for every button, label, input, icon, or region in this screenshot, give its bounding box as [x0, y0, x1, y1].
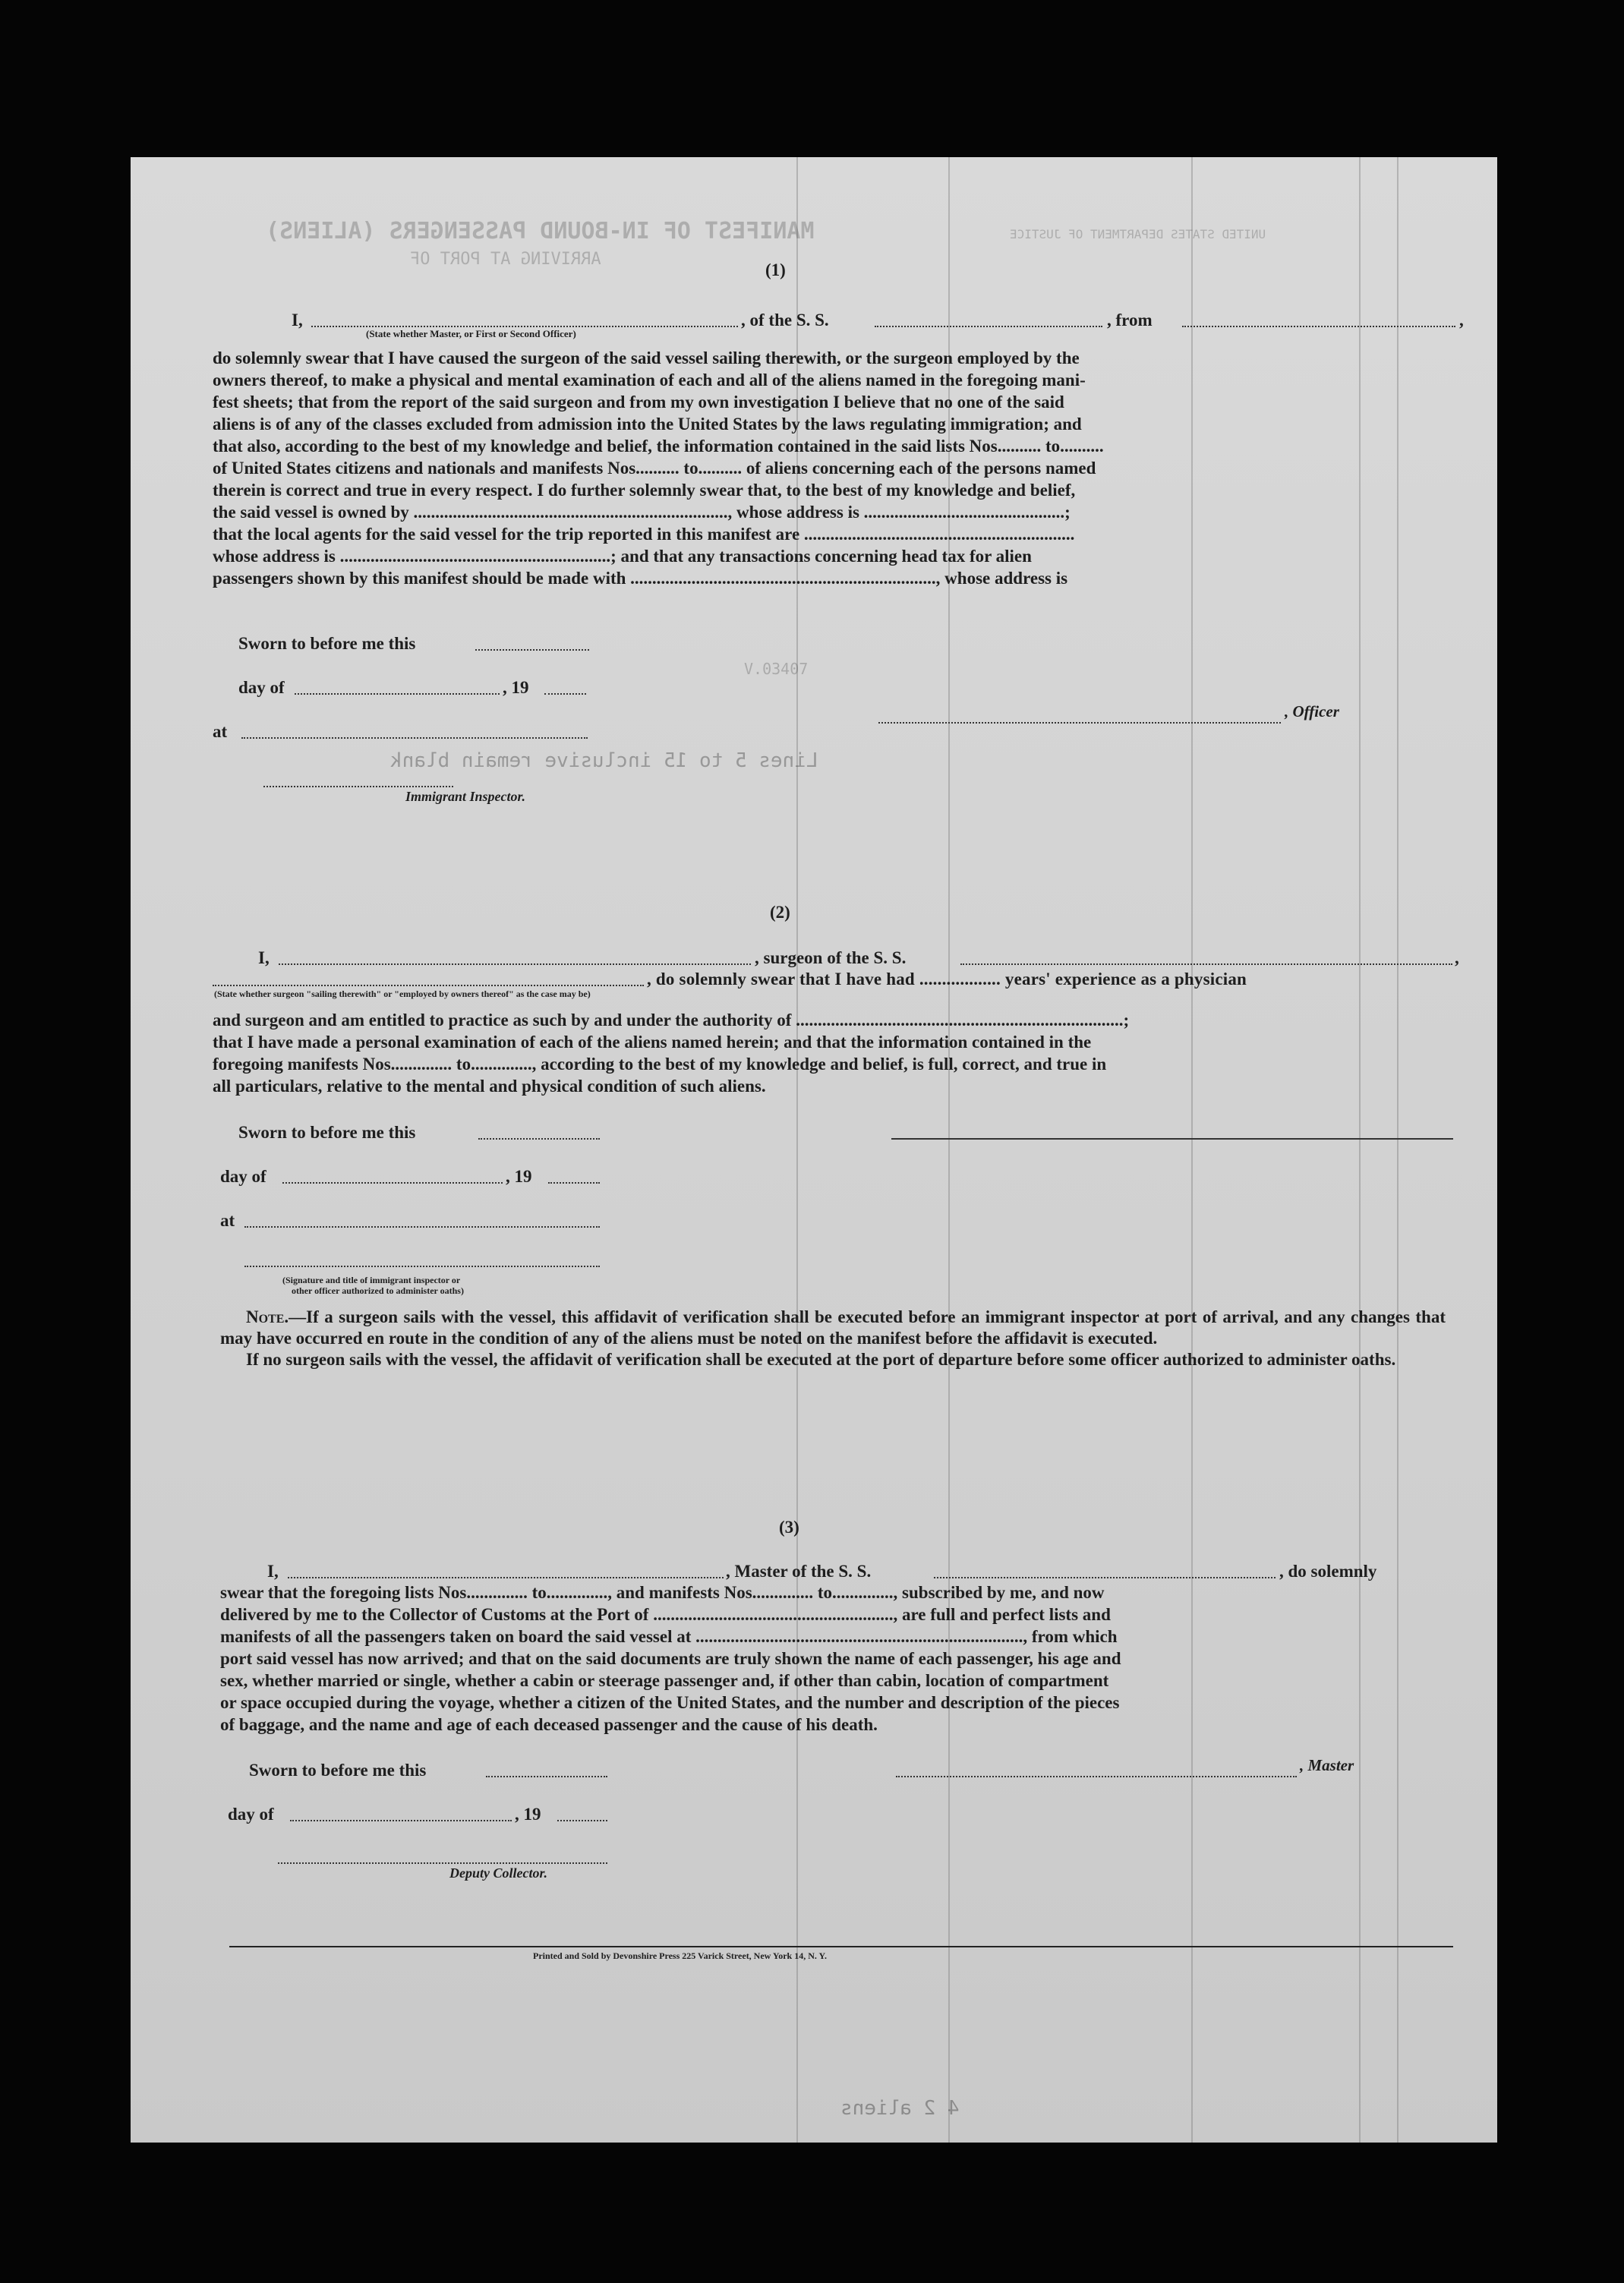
master-label: , Master of the S. S.	[726, 1562, 872, 1581]
year-label: , 19	[503, 678, 529, 697]
oath-line: the said vessel is owned by ........................................................................, whose address is ..............................................;	[213, 503, 1071, 522]
vessel-name-field	[875, 326, 1102, 327]
signature-note: other officer authorized to administer oaths)	[292, 1285, 464, 1296]
note-paragraph	[220, 1307, 1446, 1349]
surgeon-label: , surgeon of the S. S.	[755, 948, 907, 967]
day-of-label: day of	[220, 1167, 266, 1186]
oath-line: port said vessel has now arrived; and that on the said documents are truly shown the name of each passenger, his age and	[220, 1649, 1121, 1668]
master-name-field	[288, 1577, 724, 1578]
day-of-label: day of	[228, 1805, 274, 1824]
day-of-label: day of	[238, 678, 285, 697]
surgeon-hint: (State whether surgeon "sailing therewith" or "employed by owners thereof" as the case may be)	[214, 989, 591, 999]
oath-line: sex, whether married or single, whether a cabin or steerage passenger and, if other than cabin, location of compartment	[220, 1671, 1109, 1690]
sworn-field	[475, 649, 589, 651]
departure-port-field	[1182, 326, 1455, 327]
inspector-signature-line	[263, 786, 453, 787]
at-label: at	[220, 1211, 235, 1230]
surgeon-signature-line	[891, 1138, 1453, 1140]
bleed-through-header: MANIFEST OF IN-BOUND PASSENGERS (ALIENS)	[266, 218, 815, 244]
section-number: (3)	[779, 1518, 799, 1537]
manifest-page	[131, 157, 1497, 2143]
day-field	[282, 1182, 503, 1184]
at-label: at	[213, 722, 228, 741]
note-paragraph: If no surgeon sails with the vessel, the affidavit of verification shall be executed at the port of departure before some officer authorized to administer oaths.	[246, 1350, 1396, 1369]
surgeon-vessel-field	[960, 963, 1452, 965]
affidavit-note	[220, 1307, 1446, 1370]
bleed-through-header: ARRIVING AT PORT OF	[410, 250, 601, 269]
ss-label: , of the S. S.	[741, 311, 829, 330]
year-field	[557, 1820, 607, 1821]
surgeon-oath-body	[213, 1009, 1446, 1097]
sworn-field	[486, 1776, 607, 1777]
oath-line: delivered by me to the Collector of Customs at the Port of ......................................................., are full and perfect lists and	[220, 1605, 1111, 1624]
oath-i: I,	[292, 311, 303, 330]
bleed-through-number: V.03407	[744, 660, 809, 678]
printer-imprint: Printed and Sold by Devonshire Press 225 Varick Street, New York 14, N. Y.	[533, 1950, 828, 1961]
bleed-through-footer: 4 2 aliens	[840, 2097, 960, 2120]
oath-i: I,	[258, 948, 270, 967]
master-vessel-field	[934, 1577, 1276, 1578]
oath-line: that also, according to the best of my knowledge and belief, the information contained in the said lists Nos.......... to..........	[213, 437, 1104, 456]
master-oath-body	[220, 1581, 1446, 1736]
sworn-label: Sworn to before me this	[249, 1761, 427, 1780]
year-label: , 19	[515, 1805, 541, 1824]
oath-line: passengers shown by this manifest should be made with ......................................................................, whose address is	[213, 569, 1068, 588]
signature-note: (Signature and title of immigrant inspector or	[282, 1275, 461, 1285]
oath-line: of baggage, and the name and age of each deceased passenger and the cause of his death.	[220, 1715, 878, 1734]
officer-signature-field	[878, 722, 1281, 724]
oath-line: that the local agents for the said vessel for the trip reported in this manifest are ..............................................................	[213, 525, 1075, 544]
rank-hint: (State whether Master, or First or Second Officer)	[366, 328, 576, 339]
section-number: (1)	[765, 260, 786, 279]
sworn-field	[478, 1138, 600, 1140]
oath-line: foregoing manifests Nos.............. to.............., according to the best of my knowledge and belief, is full, correct, and true in	[213, 1055, 1107, 1074]
line-end: ,	[1455, 948, 1459, 967]
day-field	[295, 693, 500, 695]
at-field	[241, 737, 588, 739]
oath-line: fest sheets; that from the report of the said surgeon and from my own investigation I believe that no one of the said	[213, 393, 1064, 412]
master-signature-label: , Master	[1300, 1756, 1354, 1774]
oath-line: of United States citizens and nationals and manifests Nos.......... to.......... of aliens concerning each of the persons named	[213, 459, 1096, 478]
oath-line: owners thereof, to make a physical and mental examination of each and all of the aliens named in the foregoing mani-	[213, 371, 1086, 389]
bleed-through-stamp: Lines 5 to 15 inclusive remain blank	[390, 749, 818, 772]
oath-line: all particulars, relative to the mental and physical condition of such aliens.	[213, 1077, 766, 1096]
note-text: —If a surgeon sails with the vessel, this affidavit of verification shall be executed before an immigrant inspector at port of arrival, and any changes that may have occurred en route in the condition of any of the aliens must be noted on the manifest before the affidavit is executed.	[220, 1307, 1446, 1348]
oath-line: swear that the foregoing lists Nos.............. to.............., and manifests Nos.............. to.............., subscribed by me, and now	[220, 1583, 1105, 1602]
deputy-signature-line	[278, 1862, 607, 1864]
year-field	[544, 693, 586, 695]
officer-name-field	[311, 326, 738, 327]
oath-line: do solemnly swear that I have caused the surgeon of the said vessel sailing therewith, or the surgeon employed by the	[213, 348, 1080, 367]
oath-line: manifests of all the passengers taken on board the said vessel at ..........................................................................., from which	[220, 1627, 1118, 1646]
surgeon-name-field	[279, 963, 751, 965]
oath-i: I,	[267, 1562, 279, 1581]
oath-line: whose address is ..............................................................; and that any transactions concerning head tax for alien	[213, 547, 1032, 566]
surgeon-status-field	[213, 985, 644, 986]
year-label: , 19	[506, 1167, 532, 1186]
experience-line: , do solemnly swear that I have had .................. years' experience as a physician	[647, 970, 1247, 989]
sworn-label: Sworn to before me this	[238, 634, 416, 653]
at-field	[244, 1226, 600, 1228]
year-field	[548, 1182, 600, 1184]
solemnly-label: , do solemnly	[1279, 1562, 1377, 1581]
deputy-label: Deputy Collector.	[449, 1865, 547, 1881]
bleed-through-dept: UNITED STATES DEPARTMENT OF JUSTICE	[1010, 227, 1266, 241]
oath-line: that I have made a personal examination of each of the aliens named herein; and that the information contained in the	[213, 1033, 1092, 1052]
day-field	[290, 1820, 512, 1821]
from-label: , from	[1107, 311, 1153, 330]
oath-line: or space occupied during the voyage, whether a citizen of the United States, and the number and description of the pieces	[220, 1693, 1120, 1712]
oath-line: aliens is of any of the classes excluded from admission into the United States by the laws regulating immigration; and	[213, 415, 1082, 434]
line-end: ,	[1459, 311, 1464, 330]
inspector-label: Immigrant Inspector.	[405, 789, 526, 804]
oath-line: and surgeon and am entitled to practice as such by and under the authority of ...........................................................................;	[213, 1011, 1130, 1030]
master-signature-field	[896, 1776, 1297, 1777]
footer-rule	[229, 1946, 1453, 1947]
inspector-signature-line	[244, 1266, 600, 1267]
oath-body	[213, 347, 1446, 589]
section-number: (2)	[770, 903, 790, 922]
officer-label: , Officer	[1285, 702, 1339, 721]
note-label: Note.	[246, 1307, 289, 1326]
oath-line: therein is correct and true in every respect. I do further solemnly swear that, to the best of my knowledge and belief,	[213, 481, 1076, 500]
sworn-label: Sworn to before me this	[238, 1123, 416, 1142]
